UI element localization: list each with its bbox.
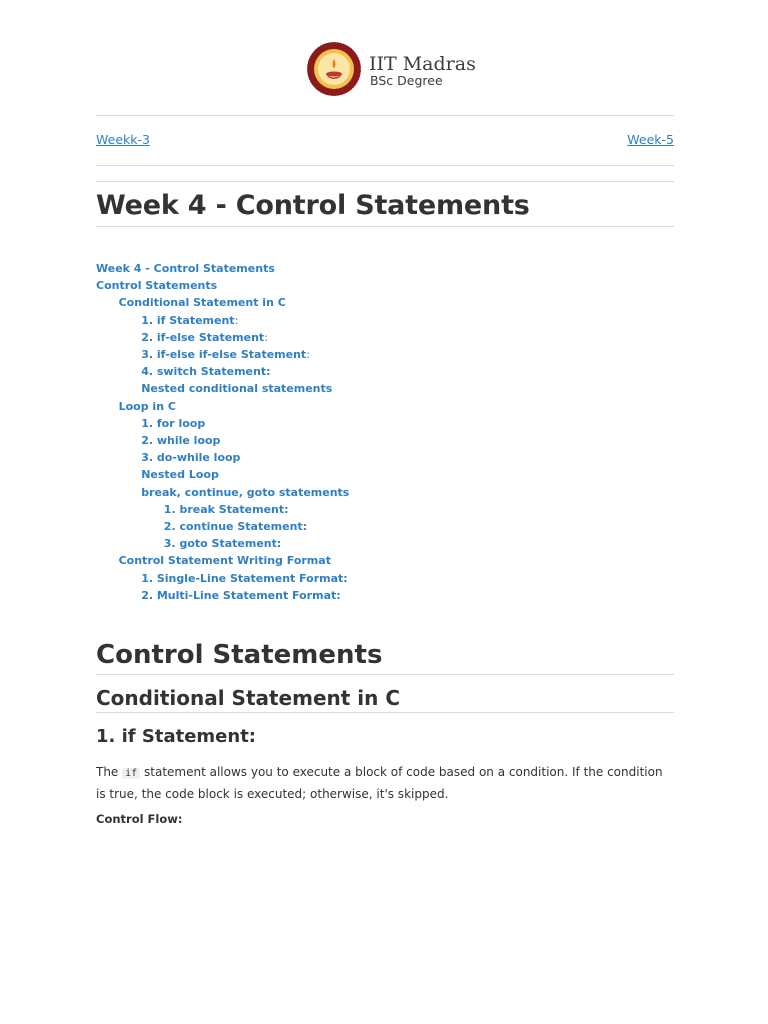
toc-link[interactable]: 2. continue Statement: xyxy=(163,520,308,533)
toc-item[interactable] xyxy=(141,434,220,447)
page-title: Week 4 - Control Statements xyxy=(96,190,530,221)
toc-item[interactable] xyxy=(141,486,349,499)
toc-item[interactable] xyxy=(141,331,268,344)
divider xyxy=(96,165,674,166)
toc-link[interactable]: 3. do-while loop xyxy=(141,451,241,465)
para-text: statement allows you to execute a block of code based on a condition. If the condition is true, the code block is executed; otherwise, it's skipped. xyxy=(96,765,663,801)
toc-item[interactable] xyxy=(141,314,238,327)
toc-item[interactable] xyxy=(119,296,286,309)
toc-item[interactable] xyxy=(141,417,205,430)
toc-item[interactable] xyxy=(141,451,240,464)
toc-link[interactable]: Control Statement Writing Format xyxy=(118,554,331,568)
logo-subtitle: BSc Degree xyxy=(370,73,443,88)
divider xyxy=(96,181,674,182)
iit-madras-seal-icon xyxy=(306,41,362,97)
toc-suffix: : xyxy=(234,313,239,327)
para-text: The xyxy=(96,765,123,779)
toc-item[interactable] xyxy=(141,589,340,602)
toc-suffix: : xyxy=(306,348,310,361)
toc-link[interactable]: Loop in C xyxy=(118,399,176,413)
if-statement-heading: 1. if Statement: xyxy=(96,726,257,747)
divider xyxy=(96,115,674,116)
toc-item[interactable] xyxy=(141,572,348,585)
if-description xyxy=(96,762,674,804)
toc-link[interactable]: 2. while loop xyxy=(141,434,221,447)
toc-link[interactable]: 2. Multi-Line Statement Format: xyxy=(141,588,341,602)
toc-link[interactable]: 3. if-else if-else Statement xyxy=(141,348,307,361)
toc-item[interactable] xyxy=(141,468,219,481)
toc-suffix: : xyxy=(264,330,268,344)
next-week-link[interactable]: Week-5 xyxy=(627,132,674,147)
toc-item[interactable] xyxy=(164,503,289,516)
toc-link[interactable]: 4. switch Statement: xyxy=(141,365,271,379)
toc-link[interactable]: 1. for loop xyxy=(141,416,206,430)
toc-item[interactable] xyxy=(141,348,310,361)
toc-link[interactable]: Control Statements xyxy=(96,279,218,293)
title-underline xyxy=(96,226,674,227)
toc-link[interactable]: 1. if Statement xyxy=(141,313,235,327)
toc-item[interactable] xyxy=(164,520,307,533)
toc-item[interactable] xyxy=(96,262,275,275)
control-flow-label: Control Flow: xyxy=(96,812,183,826)
toc-link[interactable]: 1. Single-Line Statement Format: xyxy=(141,571,348,585)
section-heading: Control Statements xyxy=(96,640,383,670)
toc-item[interactable] xyxy=(119,400,176,413)
toc-link[interactable]: 1. break Statement: xyxy=(163,502,289,516)
toc-link[interactable]: Week 4 - Control Statements xyxy=(96,262,275,275)
toc-item[interactable] xyxy=(96,279,217,292)
toc-link[interactable]: Nested conditional statements xyxy=(141,382,333,396)
toc-item[interactable] xyxy=(141,365,270,378)
toc-item[interactable] xyxy=(141,382,332,395)
toc-link[interactable]: 2. if-else Statement xyxy=(141,330,265,344)
toc-link[interactable]: 3. goto Statement: xyxy=(163,537,282,551)
logo-title: IIT Madras xyxy=(369,53,476,75)
toc-item[interactable] xyxy=(164,537,281,550)
toc-item[interactable] xyxy=(119,554,331,567)
toc-link[interactable]: break, continue, goto statements xyxy=(141,485,350,499)
iit-madras-logo[interactable] xyxy=(306,40,476,98)
inline-code: if xyxy=(122,768,140,779)
toc-link[interactable]: Conditional Statement in C xyxy=(118,296,286,310)
subsection-heading: Conditional Statement in C xyxy=(96,686,401,710)
subsection-underline xyxy=(96,712,674,713)
prev-week-link[interactable]: Weekk-3 xyxy=(96,132,150,147)
section-underline xyxy=(96,674,674,675)
toc-link[interactable]: Nested Loop xyxy=(141,468,219,482)
